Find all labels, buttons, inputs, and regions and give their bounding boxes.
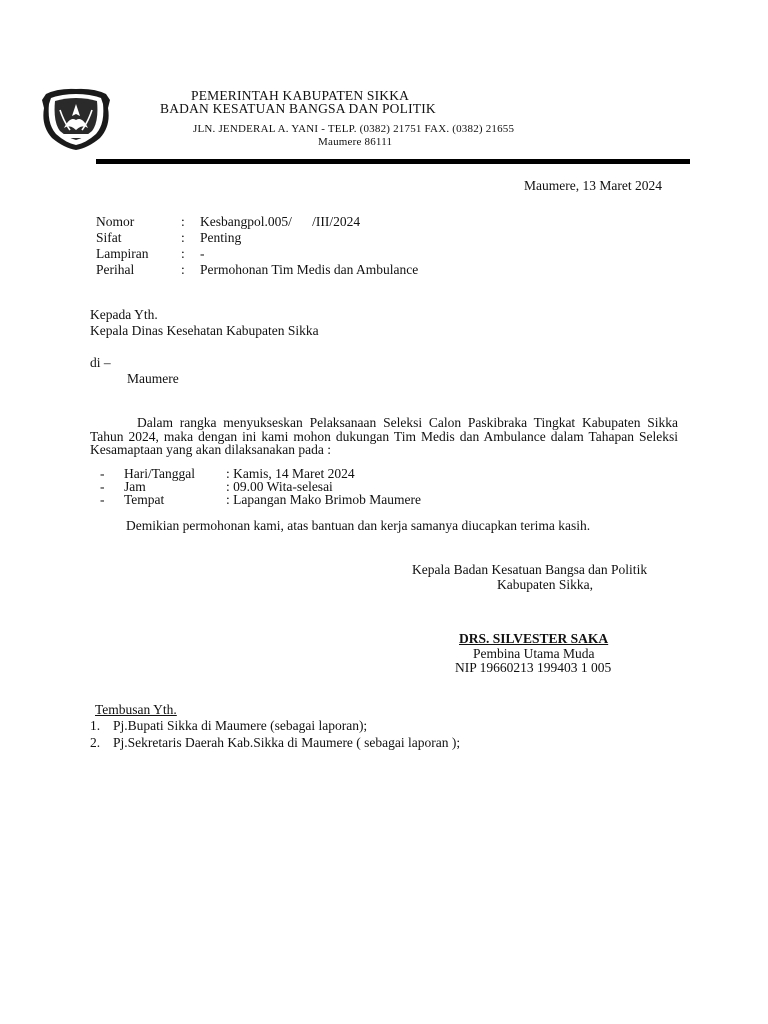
letterhead-city-postal: Maumere 86111 [318, 136, 393, 148]
recipient-place: Maumere [127, 371, 179, 386]
closing-sentence: Demikian permohonan kami, atas bantuan dan kerja samanya diucapkan terima kasih. [126, 518, 591, 533]
letterhead-rule [96, 159, 690, 164]
regency-coat-of-arms-icon [40, 86, 112, 152]
signatory-rank: Pembina Utama Muda [473, 646, 595, 661]
body-paragraph: Dalam rangka menyukseskan Pelaksanaan Seleksi Calon Paskibraka Tingkat Kabupaten Sikka Tahun 2024, maka dengan ini kami mohon dukungan Tim Medis dan Ambulance dalam Tahapan Seleksi Kesamaptaan yang akan dilaksanakan pada : [90, 415, 678, 457]
detail-label: Tempat [124, 492, 165, 507]
detail-label: Jam [124, 479, 146, 494]
meta-value: Kesbangpol.005/ /III/2024 [200, 214, 361, 229]
bullet-dash: - [100, 466, 105, 481]
meta-separator: : [181, 262, 185, 277]
detail-label: Hari/Tanggal [124, 466, 196, 481]
signatory-title-line1: Kepala Badan Kesatuan Bangsa dan Politik [412, 562, 648, 577]
letterhead-address: JLN. JENDERAL A. YANI - TELP. (0382) 21751 FAX. (0382) 21655 [193, 123, 515, 135]
bullet-dash: - [100, 492, 105, 507]
meta-separator: : [181, 214, 185, 229]
meta-label: Lampiran [96, 246, 149, 261]
meta-label: Nomor [96, 214, 135, 229]
meta-value: Permohonan Tim Medis dan Ambulance [200, 262, 419, 277]
detail-value: : Kamis, 14 Maret 2024 [226, 466, 355, 481]
cc-heading: Tembusan Yth. [95, 702, 177, 717]
signatory-name: DRS. SILVESTER SAKA [459, 631, 609, 646]
detail-value: : 09.00 Wita-selesai [226, 479, 333, 494]
meta-label: Perihal [96, 262, 135, 277]
letterhead-agency: BADAN KESATUAN BANGSA DAN POLITIK [160, 101, 436, 116]
signatory-title-line2: Kabupaten Sikka, [497, 577, 593, 592]
meta-value: Penting [200, 230, 242, 245]
meta-value: - [200, 246, 205, 261]
detail-value: : Lapangan Mako Brimob Maumere [226, 492, 421, 507]
meta-separator: : [181, 246, 185, 261]
signatory-nip: NIP 19660213 199403 1 005 [455, 660, 612, 675]
cc-item-number: 1. [90, 718, 101, 733]
cc-item-number: 2. [90, 735, 101, 750]
letterhead-government: PEMERINTAH KABUPATEN SIKKA [191, 88, 410, 103]
meta-separator: : [181, 230, 185, 245]
meta-label: Sifat [96, 230, 122, 245]
letter-date: Maumere, 13 Maret 2024 [524, 178, 662, 193]
cc-item-text: Pj.Sekretaris Daerah Kab.Sikka di Maumere ( sebagai laporan ); [113, 735, 461, 750]
cc-item-text: Pj.Bupati Sikka di Maumere (sebagai laporan); [113, 718, 368, 733]
recipient-greeting: Kepada Yth. [90, 307, 158, 322]
recipient-di: di – [90, 355, 111, 370]
bullet-dash: - [100, 479, 105, 494]
recipient-name: Kepala Dinas Kesehatan Kabupaten Sikka [90, 323, 319, 338]
